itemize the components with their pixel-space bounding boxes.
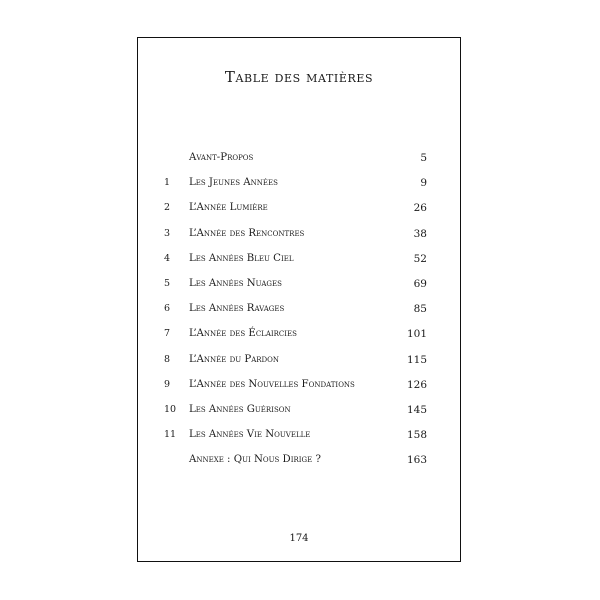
- page-number: 158: [406, 429, 427, 442]
- folio-page-number: 174: [289, 533, 309, 544]
- toc-row: [138, 403, 460, 428]
- page-number: 145: [406, 403, 427, 416]
- chapter-number: 7: [164, 328, 171, 340]
- book-page: [137, 37, 461, 562]
- toc-row: [138, 453, 460, 478]
- chapter-number: 8: [164, 353, 171, 365]
- toc-row: [138, 252, 460, 277]
- toc-row: [138, 327, 460, 352]
- toc-row: [138, 277, 460, 302]
- chapter-title: Les Années Vie Nouvelle: [189, 429, 311, 441]
- page-number: 5: [420, 152, 427, 164]
- page-number: 101: [406, 328, 427, 341]
- page-number: 69: [413, 277, 427, 290]
- page-number: 163: [406, 454, 427, 467]
- toc-row: [138, 151, 460, 176]
- page-number: 115: [406, 353, 427, 366]
- page-number: 9: [420, 177, 427, 190]
- chapter-number: 2: [164, 202, 171, 214]
- toc-row: [138, 378, 460, 403]
- chapter-number: 5: [164, 277, 171, 289]
- page-number: 26: [413, 202, 427, 215]
- page-number: 38: [413, 227, 427, 240]
- chapter-title: Annexe : Qui Nous Dirige ?: [189, 454, 321, 466]
- chapter-number: 4: [164, 252, 171, 264]
- chapter-title: Les Années Bleu Ciel: [189, 252, 294, 264]
- chapter-title: L’Année des Nouvelles Fondations: [189, 378, 355, 390]
- chapter-title: L’Année du Pardon: [189, 353, 280, 365]
- toc-row: [138, 353, 460, 378]
- chapter-title: Les Années Nuages: [189, 277, 282, 289]
- page-title: Table des matières: [224, 68, 374, 86]
- chapter-title: Les Années Ravages: [189, 303, 285, 315]
- chapter-number: 11: [164, 429, 177, 441]
- toc-row: [138, 302, 460, 327]
- chapter-title: Les Années Guérison: [189, 403, 291, 415]
- chapter-number: 9: [164, 378, 171, 390]
- toc-row: [138, 227, 460, 252]
- chapter-number: 6: [164, 303, 171, 315]
- page-number: 126: [406, 378, 427, 391]
- chapter-title: Les Jeunes Années: [189, 177, 278, 189]
- chapter-title: Avant-Propos: [189, 152, 254, 163]
- chapter-title: L’Année des Rencontres: [189, 227, 305, 239]
- toc-row: [138, 201, 460, 226]
- chapter-number: 10: [164, 403, 177, 415]
- chapter-title: L’Année Lumière: [189, 202, 268, 214]
- toc-row: [138, 428, 460, 453]
- chapter-number: 3: [164, 227, 171, 239]
- chapter-title: L’Année des Éclaircies: [189, 328, 297, 340]
- page-number: 85: [413, 303, 427, 316]
- toc-row: [138, 176, 460, 201]
- table-of-contents: [138, 151, 460, 478]
- chapter-number: 1: [164, 177, 171, 189]
- page-number: 52: [413, 252, 427, 265]
